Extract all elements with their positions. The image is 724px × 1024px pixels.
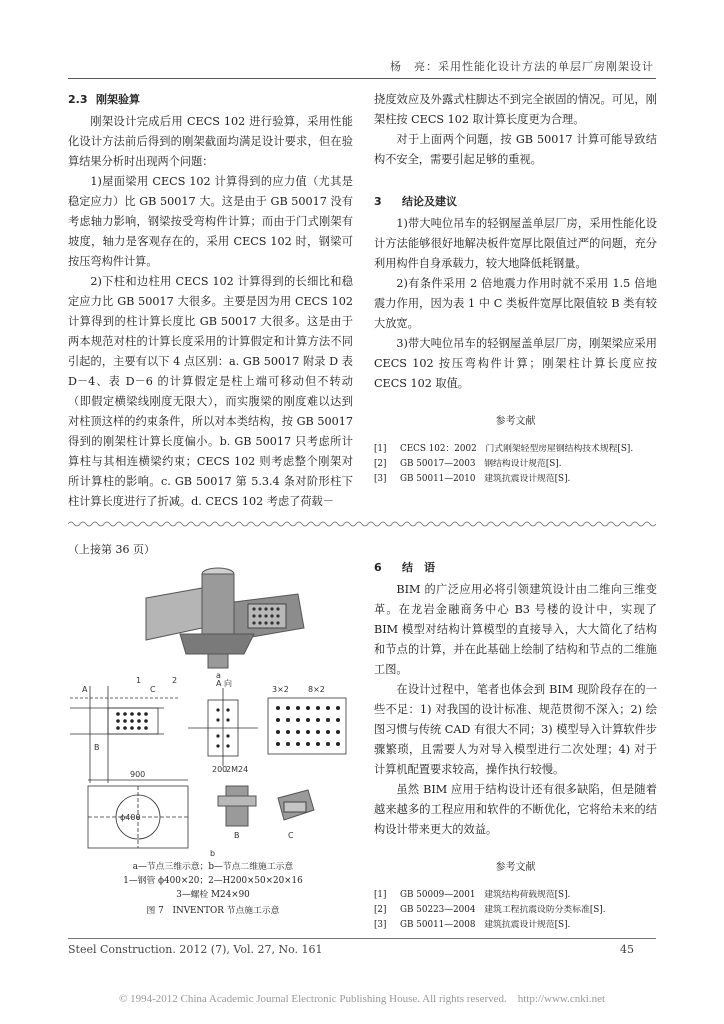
conclusion-item: 3)带大吨位吊车的轻钢屋盖单层厂房，刚架梁应采用 CECS 102 按压弯构件计算；刚架柱计算长度应按 CECS 102 取值。 [374, 337, 657, 390]
dimension-200: 200 [212, 765, 228, 774]
part-c-render [278, 790, 314, 820]
part-c-label: C [288, 831, 294, 840]
caption-line: a—节点三维示意；b—节点二维施工示意 [132, 862, 294, 872]
reference-item [374, 472, 657, 487]
header-rule [68, 78, 656, 79]
section-title: 刚架验算 [96, 93, 140, 106]
reference-number: [3] [374, 474, 387, 484]
paragraph: 在设计过程中，笔者也体会到 BIM 现阶段存在的一些不足：1) 对我国的设计标准、规范贯彻不深入；2) 绘图习惯与传统 CAD 有很大不同；3) 模型导入计算软件步骤繁琐，且需要人为对导入模型进行二次处理；4) 对于计算机配置要求较高，操作执行较慢。 [374, 683, 657, 776]
right-column-bottom [374, 558, 657, 933]
caption-title: 图 7 INVENTOR 节点施工示意 [146, 906, 280, 916]
paragraph: 刚架设计完成后用 CECS 102 进行验算，采用性能化设计方法前后得到的刚架截面均满足设计要求，但在验算结果分析时出现两个问题： [68, 115, 353, 168]
reference-number: [2] [374, 459, 387, 469]
section-number: 3 [374, 195, 382, 208]
section-2-3-heading [68, 90, 353, 110]
paragraph: 2)下柱和边柱用 CECS 102 计算得到的长细比和稳定应力比 GB 50017 大很多。主要是因为用 CECS 102 计算得到的柱计算长度比 GB 50017 大很多。这是由于两本规范对柱的计算长度采用的计算假定和计算方法不同引起的，主要有以下 4 点区别：a. GB 50017 附录 D 表 D－4、表 D－6 的计算假定是柱上端可移动但不转动（即假定横梁线刚度无限大），而实腹梁的刚度难以达到对柱顶这样的约束条件，所以对本类结构，按 GB 50017 得到的刚架柱计算长度偏小。b. GB 50017 只考虑所计算柱与其相连横梁约束；CECS 102 则考虑整个刚架对所计算柱的影响。c. GB 50017 第 5.3.4 条对阶形柱下柱计算长度进行了折减。d. CECS 102 考虑了荷载－ [68, 275, 353, 508]
page-number: 45 [620, 943, 634, 956]
paragraph: 对于上面两个问题，按 GB 50017 计算可能导致结构不安全，需要引起足够的重视。 [374, 133, 657, 166]
dimension-8x2: 8×2 [308, 685, 325, 694]
a-view-label: A 向 [216, 679, 233, 688]
reference-number: [1] [374, 444, 387, 454]
pipe-diameter: ϕ400 [120, 813, 141, 822]
right-column-top [374, 90, 657, 487]
paragraph: 挠度效应及外露式柱脚达不到完全嵌固的情况。可见，刚架柱按 CECS 102 取计算长度更为合理。 [374, 93, 657, 126]
part-b-label: B [234, 831, 240, 840]
reference-number: [2] [374, 905, 387, 915]
journal-citation: Steel Construction. 2012 (7), Vol. 27, No. 161 [68, 943, 323, 956]
section-title: 结论及建议 [402, 195, 457, 208]
section-number: 2.3 [68, 93, 88, 106]
a-view-drawing [188, 688, 258, 766]
figure-7-drawing [68, 558, 358, 858]
caption-line: 3—螺栓 M24×90 [176, 890, 250, 900]
section-6-heading [374, 558, 657, 578]
reference-text: GB 50009—2001 建筑结构荷载规范[S]. [400, 890, 571, 900]
reference-item [374, 918, 657, 933]
reference-item [374, 903, 657, 918]
dimension-3x2: 3×2 [272, 685, 289, 694]
paragraph: 1)屋面梁用 CECS 102 计算得到的应力值（尤其是稳定应力）比 GB 50017 大。这是由于 GB 50017 没有考虑轴力影响，钢梁按受弯构件计算；而由于门式刚架有坡度，轴力是客观存在的，采用 CECS 102 时，钢梁可按压弯构件计算。 [68, 175, 353, 268]
wavy-separator [68, 520, 656, 528]
reference-item [374, 457, 657, 472]
subfigure-label-b: b [210, 849, 216, 858]
reference-item [374, 442, 657, 457]
callout-1: 1 [136, 676, 142, 685]
conclusion-item: 1)带大吨位吊车的轻钢屋盖单层厂房，采用性能化设计方法能够很好地解决板件宽厚比限值过严的问题，充分利用构件自身承载力，较大地降低耗钢量。 [374, 217, 657, 270]
bolt-spec: 2M24 [226, 765, 249, 774]
copyright-notice: © 1994-2012 China Academic Journal Electronic Publishing House. All rights reserved. http://www.cnki.net [118, 993, 606, 1005]
left-column-top [68, 90, 353, 512]
reference-text: GB 50011—2008 建筑抗震设计规范[S]. [400, 920, 571, 930]
callout-b: B [94, 743, 100, 752]
part-b-render [218, 786, 256, 826]
node-3d-render [146, 568, 304, 668]
callout-a: A [82, 685, 88, 694]
callout-c: C [150, 685, 156, 694]
references-title: 参考文献 [495, 862, 536, 873]
figure-caption [68, 860, 358, 918]
section-3-heading [374, 192, 657, 212]
subfigure-label-a: a [216, 671, 221, 680]
conclusion-item: 2)有条件采用 2 倍地震力作用时就不采用 1.5 倍地震力作用，因为表 1 中 C 类板件宽厚比限值较 B 类有较大放宽。 [374, 277, 657, 330]
reference-text: GB 50011—2010 建筑抗震设计规范[S]. [400, 474, 571, 484]
callout-2: 2 [172, 676, 178, 685]
reference-number: [3] [374, 920, 387, 930]
references-title: 参考文献 [495, 416, 536, 427]
dimension-900: 900 [130, 770, 146, 779]
section-number: 6 [374, 561, 382, 574]
section-title: 结 语 [402, 561, 435, 574]
continued-note: （上接第 36 页） [68, 543, 155, 556]
paragraph: BIM 的广泛应用必将引领建筑设计由二维向三维变革。在龙岩金融商务中心 B3 号楼的设计中，实现了 BIM 模型对结构计算模型的直接导入，大大简化了结构和节点的计算，并在此基础上绘制了结构和节点的二维施工图。 [374, 583, 657, 676]
reference-item [374, 888, 657, 903]
reference-text: CECS 102：2002 门式刚架轻型房屋钢结构技术规程[S]. [400, 444, 634, 454]
reference-number: [1] [374, 890, 387, 900]
running-header: 杨 亮：采用性能化设计方法的单层厂房刚架设计 [390, 60, 654, 73]
reference-text: GB 50223—2004 建筑工程抗震设防分类标准[S]. [400, 905, 606, 915]
paragraph: 虽然 BIM 应用于结构设计还有很多缺陷，但是随着越来越多的工程应用和软件的不断优化，它将给未来的结构设计带来更大的效益。 [374, 783, 657, 836]
reference-text: GB 50017—2003 钢结构设计规范[S]. [400, 459, 562, 469]
footer-rule [68, 938, 656, 939]
caption-line: 1—钢管 ϕ400×20；2—H200×50×20×16 [123, 876, 303, 886]
node-elevation-drawing [70, 686, 178, 783]
